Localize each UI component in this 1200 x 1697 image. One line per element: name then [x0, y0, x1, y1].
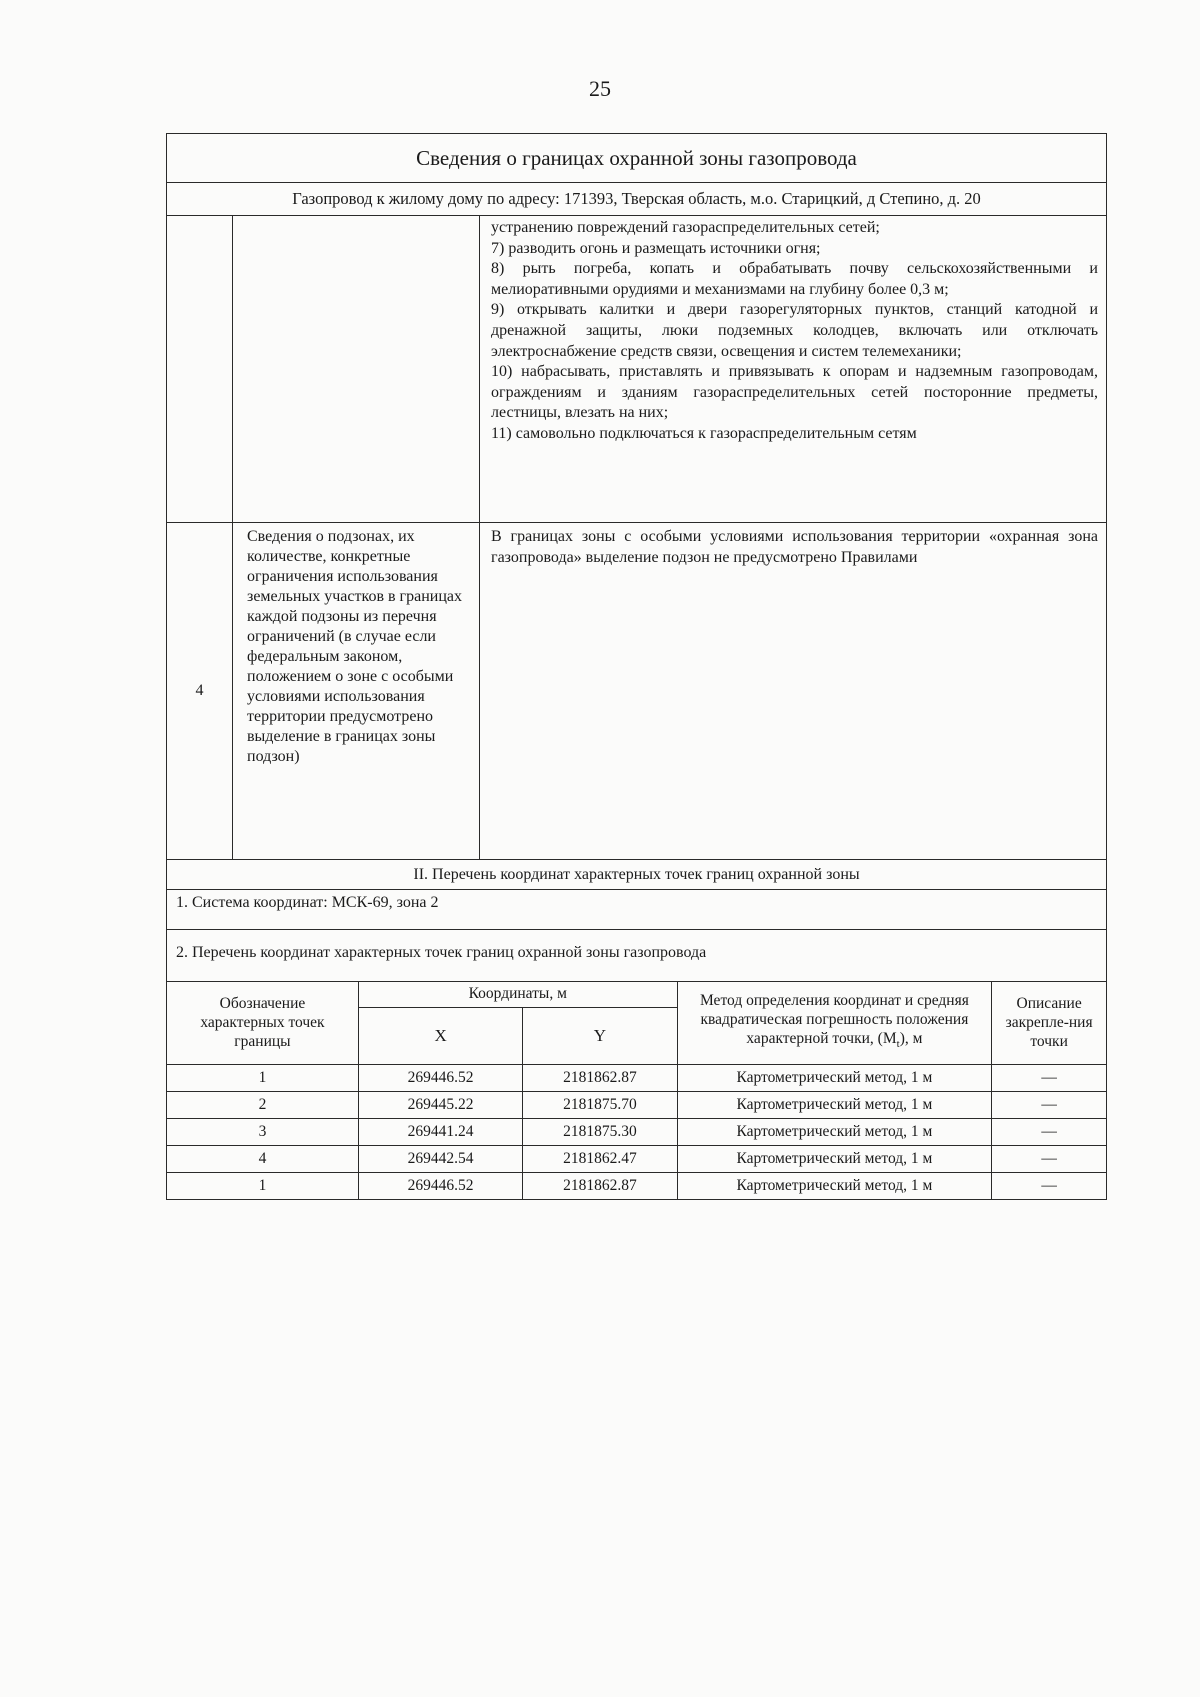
table-row	[167, 1064, 1106, 1091]
description-value: —	[992, 1091, 1106, 1118]
method-value: Картометрический метод, 1 м	[677, 1145, 992, 1172]
header-method-subscript: t	[896, 1038, 900, 1051]
zone-info-table	[166, 133, 1107, 1200]
point-id: 1	[167, 1172, 358, 1199]
subzones-text: В границах зоны с особыми условиями использования территории «охранная зона газопровода» выделение подзон не предусмотрено Правилами	[491, 528, 1098, 566]
subzones-row	[167, 523, 1106, 860]
empty-number-cell	[167, 216, 233, 522]
coordinate-system: 1. Система координат: МСК-69, зона 2	[167, 890, 1106, 930]
header-coordinates: Координаты, м	[358, 982, 677, 1007]
y-value: 2181862.87	[523, 1064, 677, 1091]
y-value: 2181862.47	[523, 1145, 677, 1172]
x-value: 269441.24	[358, 1118, 522, 1145]
point-id: 4	[167, 1145, 358, 1172]
restrictions-text-cell	[480, 216, 1106, 522]
method-value: Картометрический метод, 1 м	[677, 1064, 992, 1091]
restriction-item: 11) самовольно подключаться к газораспределительным сетям	[491, 424, 917, 442]
coordinate-list-title: 2. Перечень координат характерных точек границ охранной зоны газопровода	[167, 930, 1106, 982]
table-row	[167, 1172, 1106, 1199]
x-value: 269445.22	[358, 1091, 522, 1118]
description-value: —	[992, 1172, 1106, 1199]
table-row	[167, 1145, 1106, 1172]
header-description: Описание закрепле-ния точки	[992, 982, 1106, 1064]
header-method-main: Метод определения координат и средняя квадратическая погрешность положения характерной точки, (M	[699, 992, 969, 1048]
gas-pipeline-address: Газопровод к жилому дому по адресу: 171393, Тверская область, м.о. Старицкий, д Степино, д. 20	[167, 183, 1106, 216]
restrictions-continued-row	[167, 216, 1106, 523]
x-value: 269442.54	[358, 1145, 522, 1172]
restriction-item: 8) рыть погреба, копать и обрабатывать почву сельскохозяйственными и мелиоративными орудиями и механизмами на глубину более 0,3 м;	[491, 260, 1098, 298]
y-value: 2181862.87	[523, 1172, 677, 1199]
x-value: 269446.52	[358, 1064, 522, 1091]
empty-label-cell	[233, 216, 480, 522]
table-title: Сведения о границах охранной зоны газопровода	[167, 134, 1106, 183]
table-row	[167, 1091, 1106, 1118]
y-value: 2181875.30	[523, 1118, 677, 1145]
point-id: 1	[167, 1064, 358, 1091]
row-number: 4	[167, 523, 233, 859]
point-id: 3	[167, 1118, 358, 1145]
description-value: —	[992, 1118, 1106, 1145]
subzones-label: Сведения о подзонах, их количестве, конкретные ограничения использования земельных участков в границах каждой подзоны из перечня ограничений (в случае если федеральным законом, положением о зоне с особыми условиями использования территории предусмотрено выделение в границах зоны подзон)	[233, 523, 480, 859]
header-method	[677, 982, 992, 1064]
description-value: —	[992, 1064, 1106, 1091]
method-value: Картометрический метод, 1 м	[677, 1172, 992, 1199]
header-method-end: ), м	[899, 1030, 923, 1048]
section-2-title: II. Перечень координат характерных точек границ охранной зоны	[167, 860, 1106, 890]
y-value: 2181875.70	[523, 1091, 677, 1118]
x-value: 269446.52	[358, 1172, 522, 1199]
method-value: Картометрический метод, 1 м	[677, 1118, 992, 1145]
description-value: —	[992, 1145, 1106, 1172]
method-value: Картометрический метод, 1 м	[677, 1091, 992, 1118]
header-designation: Обозначение характерных точек границы	[167, 982, 358, 1064]
header-x: X	[358, 1007, 522, 1064]
restriction-item: 9) открывать калитки и двери газорегуляторных пунктов, станций катодной и дренажной защиты, люки подземных колодцев, включать или отключать электроснабжение средств связи, освещения и систем телемеханики;	[491, 301, 1098, 360]
table-row	[167, 1118, 1106, 1145]
coordinates-table	[167, 982, 1106, 1199]
restriction-item: 7) разводить огонь и размещать источники огня;	[491, 239, 821, 257]
page-number: 25	[589, 76, 611, 101]
restriction-item: устранению повреждений газораспределительных сетей;	[491, 219, 880, 236]
restriction-item: 10) набрасывать, приставлять и привязывать к опорам и надземным газопроводам, ограждениям и зданиям газораспределительных сетей посторонние предметы, лестницы, влезать на них;	[491, 363, 1098, 422]
header-y: Y	[523, 1007, 677, 1064]
point-id: 2	[167, 1091, 358, 1118]
